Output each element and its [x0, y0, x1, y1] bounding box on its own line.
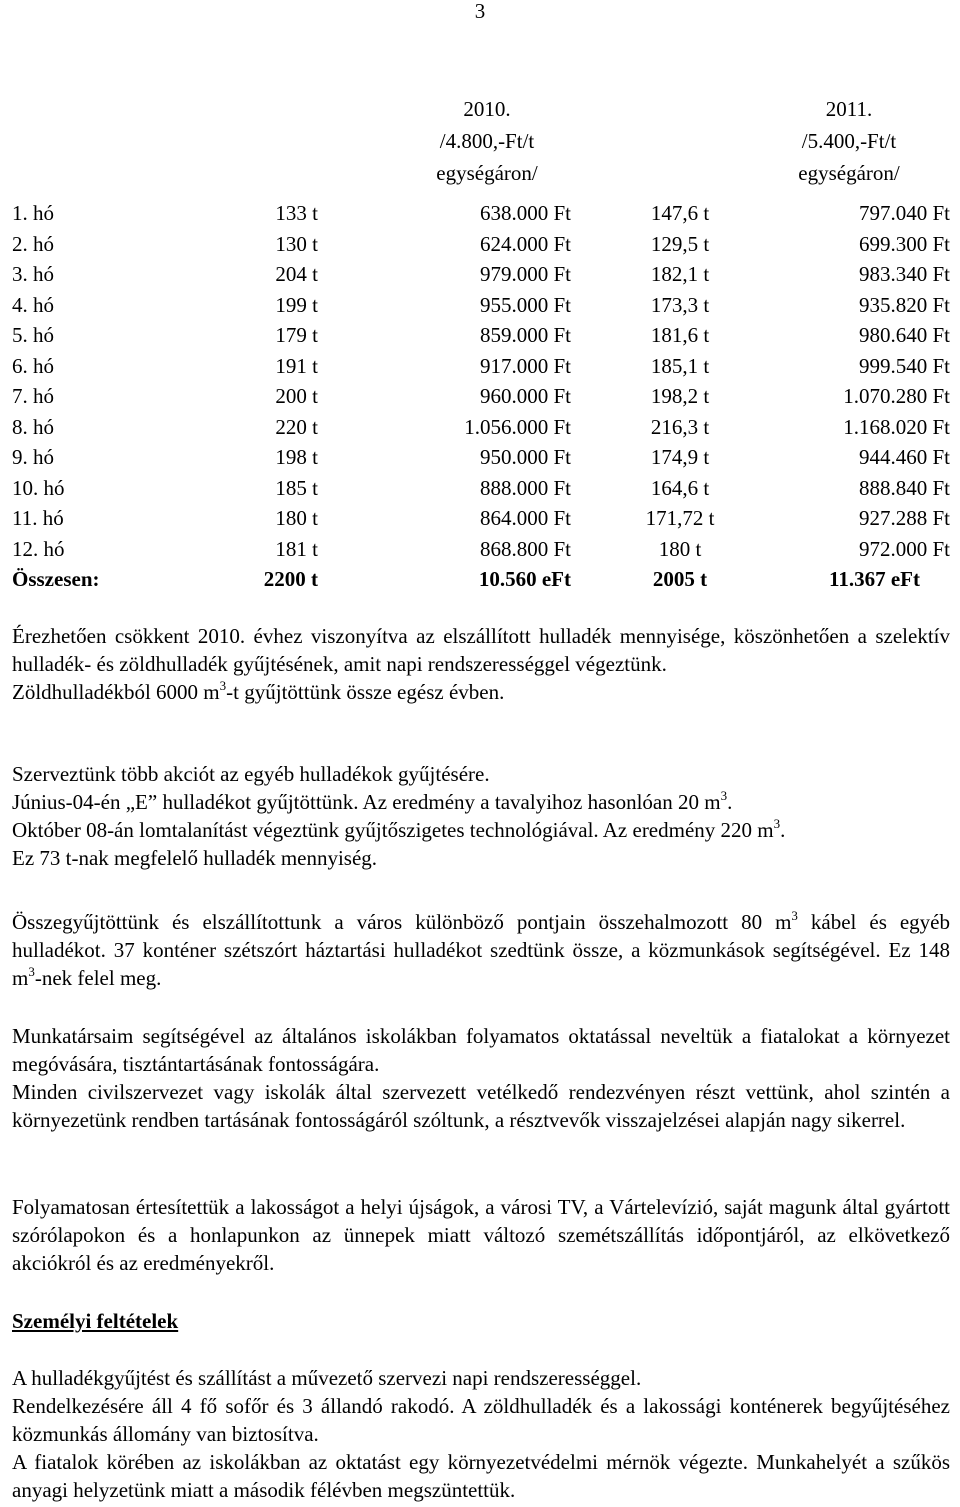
text-fragment: Zöldhulladékból 6000 m — [12, 680, 220, 704]
cell-month: 8. hó — [12, 414, 54, 439]
total-t2010: 2200 t — [263, 567, 318, 591]
cell-cost-2010: 955.000 Ft — [479, 292, 571, 317]
cell-tons-2010: 185 t — [275, 475, 318, 500]
cell-cost-2010: 624.000 Ft — [479, 231, 571, 256]
cell-tons-2010: 198 t — [275, 445, 318, 469]
paragraph-73t: Ez 73 t-nak megfelelő hulladék mennyiség. — [12, 846, 378, 870]
table-row — [0, 199, 960, 227]
paragraph-foreman: A hulladékgyűjtést és szállítást a művezető szervezi napi rendszerességgel. — [12, 1366, 642, 1390]
cell-cost-2011: 983.340 Ft — [858, 262, 950, 286]
cell-tons-2011: 171,72 t — [645, 506, 715, 530]
table-total-row — [0, 565, 960, 593]
table-row — [0, 474, 960, 502]
cell-tons-2010: 179 t — [275, 323, 318, 347]
text-fragment: -t gyűjtöttünk össze egész évben. — [226, 680, 505, 704]
cell-tons-2010: 130 t — [275, 231, 318, 256]
cell-tons-2011: 198,2 t — [650, 384, 710, 408]
cell-cost-2011: 927.288 Ft — [858, 506, 950, 530]
cell-cost-2011: 1.168.020 Ft — [843, 414, 950, 439]
paragraph-personnel — [12, 1364, 950, 1504]
superscript: 3 — [28, 964, 35, 979]
cell-tons-2011: 147,6 t — [650, 201, 710, 225]
cell-tons-2011: 216,3 t — [650, 414, 710, 439]
paragraph-actions — [12, 760, 950, 872]
total-label: Összesen: — [12, 567, 100, 591]
cell-cost-2010: 979.000 Ft — [479, 262, 571, 286]
header-2010-unit: egységáron/ — [436, 161, 538, 185]
table-row — [0, 504, 960, 532]
cell-month: 10. hó — [12, 475, 65, 500]
cell-cost-2010: 888.000 Ft — [479, 475, 571, 500]
cell-tons-2011: 185,1 t — [650, 353, 710, 378]
total-ft2010: 10.560 eFt — [478, 567, 571, 591]
cell-month: 12. hó — [12, 536, 65, 561]
table-row — [0, 413, 960, 441]
cell-tons-2010: 181 t — [275, 536, 318, 561]
cell-cost-2011: 699.300 Ft — [858, 231, 950, 256]
text-fragment: Június-04-én „E” hulladékot gyűjtöttünk. Az eredmény a tavalyihoz hasonlóan 20 m — [12, 790, 721, 814]
header-2011 — [762, 93, 936, 189]
header-2010-price: /4.800,-Ft/t — [439, 129, 535, 153]
cell-cost-2010: 960.000 Ft — [479, 384, 571, 408]
paragraph-information — [12, 1193, 950, 1277]
cell-tons-2011: 181,6 t — [650, 323, 710, 347]
cell-cost-2011: 1.070.280 Ft — [843, 384, 950, 408]
text-fragment: Október 08-án lomtalanítást végeztünk gyűjtőszigetes technológiával. Az eredmény 220 m — [12, 818, 774, 842]
text-fragment: . — [780, 818, 786, 842]
section-heading-personnel: Személyi feltételek — [12, 1309, 179, 1333]
superscript: 3 — [219, 678, 227, 693]
cell-tons-2011: 129,5 t — [650, 231, 710, 256]
table-row — [0, 291, 960, 319]
table-row — [0, 230, 960, 258]
cell-tons-2010: 220 t — [275, 414, 318, 439]
paragraph-cable — [12, 908, 950, 992]
text-fragment: kábel és egyéb hulladékot. 37 konténer szétszórt háztartási hulladékot szedtünk össze, a közmunkások segítségével. Ez 148 m — [12, 910, 950, 990]
cell-cost-2011: 944.460 Ft — [858, 445, 950, 469]
paragraph-decrease-text: Érezhetően csökkent 2010. évhez viszonyítva az elszállított hulladék mennyisége, köszönhetően a szelektív hulladék- és zöldhulladék gyűjtésének, amit napi rendszerességgel végeztünk. — [12, 624, 950, 676]
cell-month: 7. hó — [12, 384, 54, 408]
table-row — [0, 382, 960, 410]
paragraph-competitions: Minden civilszervezet vagy iskolák által szervezett vetélkedő rendezvényen részt vettünk, ahol szintén a környezetünk rendben tartásának fontosságáról szóltunk, a résztvevők visszajelzései alapján nagy sikerrel. — [12, 1080, 950, 1132]
cell-cost-2010: 859.000 Ft — [479, 323, 571, 347]
header-2010 — [400, 93, 574, 189]
header-2011-price: /5.400,-Ft/t — [801, 129, 897, 153]
paragraph-education — [12, 1022, 950, 1134]
paragraph-drivers: Rendelkezésére áll 4 fő sofőr és 3 állandó rakodó. A zöldhulladék és a lakossági konténerek begyűjtéséhez közmunkás állomány van biztosítva. — [12, 1394, 950, 1446]
superscript: 3 — [720, 788, 728, 803]
paragraph-education-text: Munkatársaim segítségével az általános iskolákban folyamatos oktatással neveltük a fiatalokat a környezet megóvására, tisztántartásának fontosságára. — [12, 1024, 950, 1076]
table-row — [0, 352, 960, 380]
paragraph-decrease — [12, 622, 950, 706]
paragraph-october — [12, 816, 950, 844]
cell-tons-2011: 174,9 t — [650, 445, 710, 469]
header-2011-year: 2011. — [825, 97, 873, 121]
superscript: 3 — [791, 908, 798, 923]
cell-tons-2011: 180 t — [658, 536, 702, 561]
cell-month: 1. hó — [12, 201, 54, 225]
cell-tons-2010: 199 t — [275, 292, 318, 317]
cell-month: 2. hó — [12, 231, 54, 256]
cell-cost-2011: 972.000 Ft — [858, 536, 950, 561]
cell-month: 3. hó — [12, 262, 54, 286]
cell-tons-2011: 164,6 t — [650, 475, 710, 500]
cell-cost-2010: 868.800 Ft — [479, 536, 571, 561]
text-fragment: -nek felel meg. — [34, 966, 162, 990]
cell-month: 5. hó — [12, 323, 54, 347]
superscript: 3 — [773, 816, 781, 831]
cell-cost-2010: 950.000 Ft — [479, 445, 571, 469]
cell-cost-2010: 638.000 Ft — [479, 201, 571, 225]
total-t2011: 2005 t — [652, 567, 708, 591]
cell-month: 11. hó — [12, 506, 64, 530]
cell-cost-2010: 864.000 Ft — [479, 506, 571, 530]
header-2011-unit: egységáron/ — [798, 161, 900, 185]
paragraph-actions-text: Szerveztünk több akciót az egyéb hulladékok gyűjtésére. — [12, 762, 490, 786]
paragraph-cable-text — [12, 908, 950, 992]
paragraph-engineer: A fiatalok körében az iskolákban az oktatást egy környezetvédelmi mérnök végezte. Munkahelyét a szűkös anyagi helyzetünk miatt a második félévben megszüntettük. — [12, 1450, 950, 1502]
cell-month: 9. hó — [12, 445, 54, 469]
table-row — [0, 443, 960, 471]
cell-tons-2011: 173,3 t — [650, 292, 710, 317]
cell-cost-2010: 1.056.000 Ft — [464, 414, 571, 439]
text-fragment: Összegyűjtöttünk és elszállítottunk a város különböző pontjain összehalmozott 80 m — [12, 910, 792, 934]
table-row — [0, 535, 960, 563]
cell-cost-2010: 917.000 Ft — [479, 353, 571, 378]
page-number: 3 — [474, 0, 486, 23]
cell-cost-2011: 797.040 Ft — [858, 201, 950, 225]
cell-tons-2010: 133 t — [275, 201, 318, 225]
cell-month: 6. hó — [12, 353, 54, 378]
cell-cost-2011: 935.820 Ft — [858, 292, 950, 317]
header-2010-year: 2010. — [463, 97, 511, 121]
cell-tons-2011: 182,1 t — [650, 262, 710, 286]
cell-tons-2010: 204 t — [275, 262, 318, 286]
paragraph-green-waste — [12, 678, 950, 706]
table-row — [0, 321, 960, 349]
cell-tons-2010: 200 t — [275, 384, 318, 408]
cell-cost-2011: 980.640 Ft — [858, 323, 950, 347]
cell-cost-2011: 888.840 Ft — [858, 475, 950, 500]
paragraph-information-text: Folyamatosan értesítettük a lakosságot a helyi újságok, a városi TV, a Vártelevízió, saját magunk által gyártott szórólapokon és a honlapunkon az ünnepek miatt változó szemétszállítás időpontjáról, az elkövetkező akciókról és az eredményekről. — [12, 1195, 950, 1275]
paragraph-june — [12, 788, 950, 816]
table-row — [0, 260, 960, 288]
cell-tons-2010: 180 t — [275, 506, 318, 530]
cell-tons-2010: 191 t — [275, 353, 318, 378]
cell-cost-2011: 999.540 Ft — [858, 353, 950, 378]
cell-month: 4. hó — [12, 292, 54, 317]
total-ft2011: 11.367 eFt — [829, 567, 920, 591]
text-fragment: . — [727, 790, 733, 814]
